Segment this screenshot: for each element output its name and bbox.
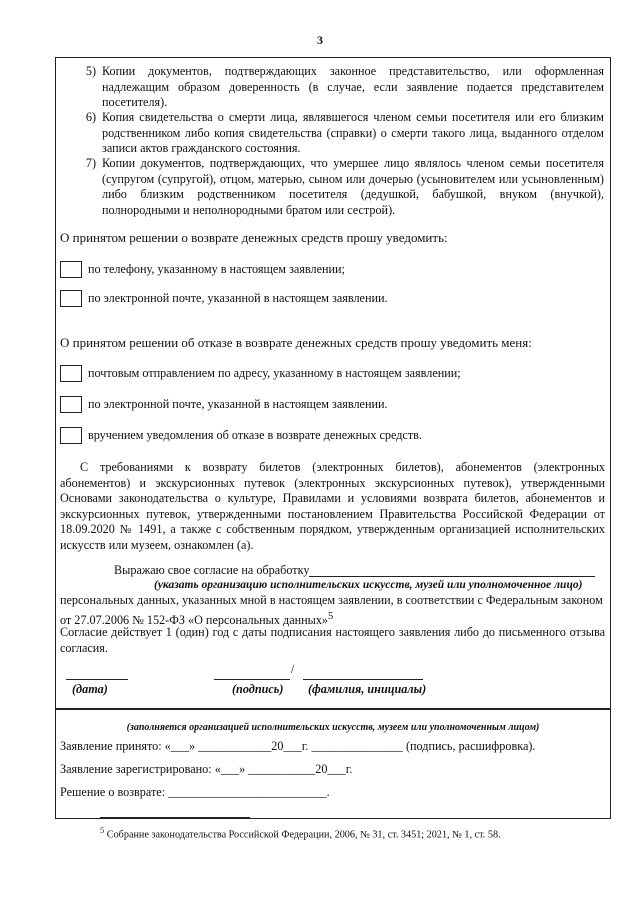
footnote-mark: 5 bbox=[328, 610, 334, 622]
list-item: Копии документов, подтверждающих законное представительство, или оформленная надлежащим образом доверенность (в случае, если заявление подается представителем посетителя). bbox=[102, 64, 604, 109]
footnote bbox=[100, 825, 501, 840]
footnote-text: Собрание законодательства Российской Федерации, 2006, № 31, ст. 3451; 2021, № 1, ст. 58. bbox=[106, 829, 501, 841]
organization-hint: (указать организацию исполнительских искусств, музей или уполномоченное лицо) bbox=[154, 579, 583, 591]
date-label: (дата) bbox=[72, 682, 108, 696]
list-number: 5) bbox=[85, 64, 96, 78]
sign-label: (подпись) bbox=[232, 682, 284, 696]
notify-phone-checkbox[interactable] bbox=[60, 261, 82, 278]
accepted-row: Заявление принято: «___» ____________20___г. _______________ (подпись, расшифровка). bbox=[60, 739, 536, 753]
date-line[interactable] bbox=[66, 679, 128, 680]
signature-slash: / bbox=[291, 662, 295, 676]
organization-line[interactable] bbox=[309, 576, 595, 577]
footnote-number: 5 bbox=[100, 825, 105, 835]
consent-validity: Согласие действует 1 (один) год с даты подписания настоящего заявления либо до письменного отзыва согласия. bbox=[60, 625, 605, 655]
footnote-divider bbox=[100, 817, 250, 818]
name-label: (фамилия, инициалы) bbox=[308, 682, 427, 696]
signature-line[interactable] bbox=[214, 679, 290, 680]
list-number: 6) bbox=[85, 110, 96, 124]
refusal-email-label: по электронной почте, указанной в настоящем заявлении. bbox=[88, 397, 388, 411]
consent-body-text: персональных данных, указанных мной в настоящем заявлении, в соответствии с Федеральным законом от 27.07.2006 № 152-ФЗ «О персональных данных» bbox=[60, 593, 603, 627]
refusal-post-checkbox[interactable] bbox=[60, 365, 82, 382]
refusal-email-checkbox[interactable] bbox=[60, 396, 82, 413]
consent-lead: Выражаю свое согласие на обработку bbox=[114, 563, 310, 577]
decision-row: Решение о возврате: __________________________. bbox=[60, 785, 330, 799]
name-line[interactable] bbox=[303, 679, 423, 680]
notify-phone-label: по телефону, указанному в настоящем заявлении; bbox=[88, 262, 345, 276]
form-frame bbox=[55, 57, 611, 819]
notify-email-checkbox[interactable] bbox=[60, 290, 82, 307]
list-item: Копии документов, подтверждающих, что умершее лицо являлось членом семьи посетителя (супругом (супругой), отцом, матерью, сыном или дочерью (усыновителем или усыновленным) либо близким родственником посетителя (дедушкой, бабушкой, внуком (внучкой), полнородными и неполнородными братом или сестрой). bbox=[102, 156, 604, 217]
registered-row: Заявление зарегистрировано: «___» ___________20___г. bbox=[60, 762, 353, 776]
list-number: 7) bbox=[85, 156, 96, 170]
refund-notify-heading: О принятом решении о возврате денежных средств прошу уведомить: bbox=[60, 230, 448, 245]
acknowledgement-text: С требованиями к возврату билетов (электронных билетов), абонементов (электронных абонементов) и экскурсионных путевок (электронных экскурсионных путевок), утвержденными Основами законодательства о культуре, Правилами и условиями возврата билетов, абонементов и экскурсионных путевок, утвержденными постановлением Правительства Российской Федерации от 18.09.2020 № 1491, а также с собственным порядком, утвержденным организацией исполнительских искусств или музеем, ознакомлен (а). bbox=[60, 460, 605, 552]
refusal-post-label: почтовым отправлением по адресу, указанному в настоящем заявлении; bbox=[88, 366, 461, 380]
refusal-notify-heading: О принятом решении об отказе в возврате денежных средств прошу уведомить меня: bbox=[60, 335, 532, 350]
consent-body bbox=[60, 593, 605, 628]
office-note: (заполняется организацией исполнительских искусств, музеем или уполномоченным лицом) bbox=[126, 722, 540, 733]
list-item: Копия свидетельства о смерти лица, являвшегося членом семьи посетителя или его близким родственником либо копия свидетельства (справки) о смерти такого лица, выданного отделом записи актов гражданского состояния. bbox=[102, 110, 604, 155]
section-divider bbox=[56, 708, 610, 710]
page-number: 3 bbox=[317, 33, 323, 47]
refusal-handover-label: вручением уведомления об отказе в возврате денежных средств. bbox=[88, 428, 422, 442]
refusal-handover-checkbox[interactable] bbox=[60, 427, 82, 444]
notify-email-label: по электронной почте, указанной в настоящем заявлении. bbox=[88, 291, 388, 305]
